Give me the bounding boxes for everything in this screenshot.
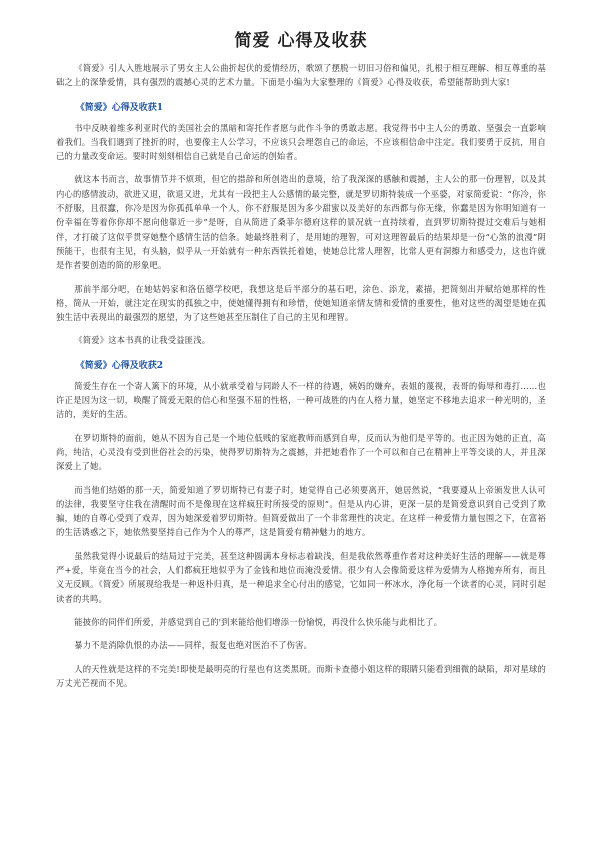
section-2-paragraph-3: 而当他们结婚的那一天，简爱知道了罗切斯特已有妻子时，她觉得自己必须要离开，她居然说，“我要遵从上帝颁发世人认可的法律，我要坚守住我在清醒时而不是像现在这样疯狂时所接受的原则”。但是从内心讲，更深一层的是简爱意识到自己受到了欺骗，她的自尊心受到了戏弄，因为她深爱着罗切斯特。但简爱做出了一个非常理性的决定。在这样一种爱情力量包围之下，在富裕的生活诱惑之下，她依然要坚持自己作为个人的尊严，这是简爱有精神魅力的地方。 [56,484,546,538]
section-2-paragraph-1: 简爱生存在一个寄人篱下的环境，从小就承受着与同龄人不一样的待遇，姨妈的嫌弃，表姐的蔑视，表哥的侮辱和毒打……也许正是因为这一切，唤醒了简爱无限的信心和坚强不屈的性格，一种可战胜的内在人格力量，她坚定不移地去追求一种光明的，圣洁的，美好的生活。 [56,380,546,420]
page-title: 简爱 心得及收获 [234,31,368,51]
section-1-paragraph-2: 就这本书而言，故事情节并不烦琐，但它的措辞和所创造出的意境，给了我深深的感触和震撼，主人公的那一份理智，以及其内心的感情波动，欲进又退，欲退又进，尤其有一段把主人公感情的最完整，就是罗切斯特装成一个巫婆，对家简爱说：“你冷，你不舒服，且很蠢，你冷是因为你孤孤单单一个人，你不舒服是因为多少甜蜜以及美好的东西都与你无缘，你蠢是因为你明知道有一份幸福在等着你你却不愿向他靠近一步”是呀，自从简进了桑菲尔德府这样的景况就一直持续着，直到罗切斯特提过交难后与她相伴，才打破了这似乎贯穿她整个感情生活的信条。她最终胜利了，是用她的理智，可对这理智最后的结果却是一份“心煞的浪漫”阴预能干，也很有主见，有头脑，似乎从一开始就有一种东西铁托着她，使她总比常人理智，比常人更有洞擦力和感受力，这也许就是作者要创造的简的形象吧。 [56,174,546,271]
section-1-paragraph-1: 书中反映着维多利亚时代的美国社会的黑暗和寄托作者愿与此作斗争的勇敢志愿。我觉得书中主人公的勇敢、坚强会一直影响着我们。当我们遇到了挫折的时，也要像主人公学习，不应该只会埋怨自己的命运，不应该相信命中注定。我们要勇于反抗，用自己的力量改变命运。要时时刻刻相信自己就是自己命运的创始者。 [56,122,546,162]
intro-paragraph: 《简爱》引人入胜地展示了男女主人公曲折起伏的爱情经历，歌颂了摆脱一切旧习俗和偏见，扎根于相互理解、相互尊重的基础之上的深挚爱情，具有强烈的震撼心灵的艺术力量。下面是小编为大家整理的《简爱》心得及收获，希望能帮助到大家! [56,63,546,88]
section-2-heading: 《简爱》心得及收获2 [75,360,164,371]
section-2-paragraph-6: 暴力不是消除仇恨的办法——同样，报复也绝对医治不了伤害。 [74,640,313,651]
section-1-paragraph-3: 那前半部分吧，在她姑妈家和洛伍德学校吧，我想这是后半部分的基石吧，涂色、添龙，素描，把简刻出并赋给她那样的性格，简从一开始，就注定在现实的孤独之中，使她懂得拥有和珍惜，使她知道亲情友情和爱情的重要性，他对这些的渴望是她在孤独生活中表现出的最强烈的愿望，为了这些她甚至压制住了自己的主见和理智。 [56,283,546,323]
section-2-paragraph-7: 人的天性就是这样的不完美!即使是最明亮的行星也有这类黑斑。而斯卡查德小姐这样的眼睛只能看到细微的缺陷，却对星球的万丈光芒视而不见。 [56,663,546,688]
section-2-paragraph-5: 能披你的同伴们所爱，并感觉到自己的'到来能给他们增添一份愉悦，再没什么快乐能与此相比了。 [74,616,443,627]
section-2-paragraph-2: 在罗切斯特的面前，她从不因为自己是一个地位低贱的家庭教师而感到自卑，反而认为他们是平等的。也正因为她的正直，高尚，纯洁，心灵没有受到世俗社会的污染，使得罗切斯特为之震撼，并把她看作了一个可以和自己在精神上平等交谈的人，并且深深爱上了她。 [56,432,546,472]
section-1-paragraph-4: 《简爱》这本书真的让我受益匪浅。 [74,335,211,346]
section-1-heading: 《简爱》心得及收获1 [75,102,164,113]
section-2-paragraph-4: 虽然我觉得小说最后的结局过于完美，甚至这种圆满本身标志着缺浅，但是我依然尊重作者对这种美好生活的理解——就是尊严+爱，毕竟在当今的社会，人们都疯狂地似乎为了金钱和地位而淹没爱情。很少有人会像简爱这样为爱情为人格抛弃所有，而且义无反顾。《简爱》所展现给我是一种返朴归真，是一种追求全心付出的感觉，它如同一杯冰水，净化每一个读者的心灵，同时引起读者的共鸣。 [56,550,546,604]
